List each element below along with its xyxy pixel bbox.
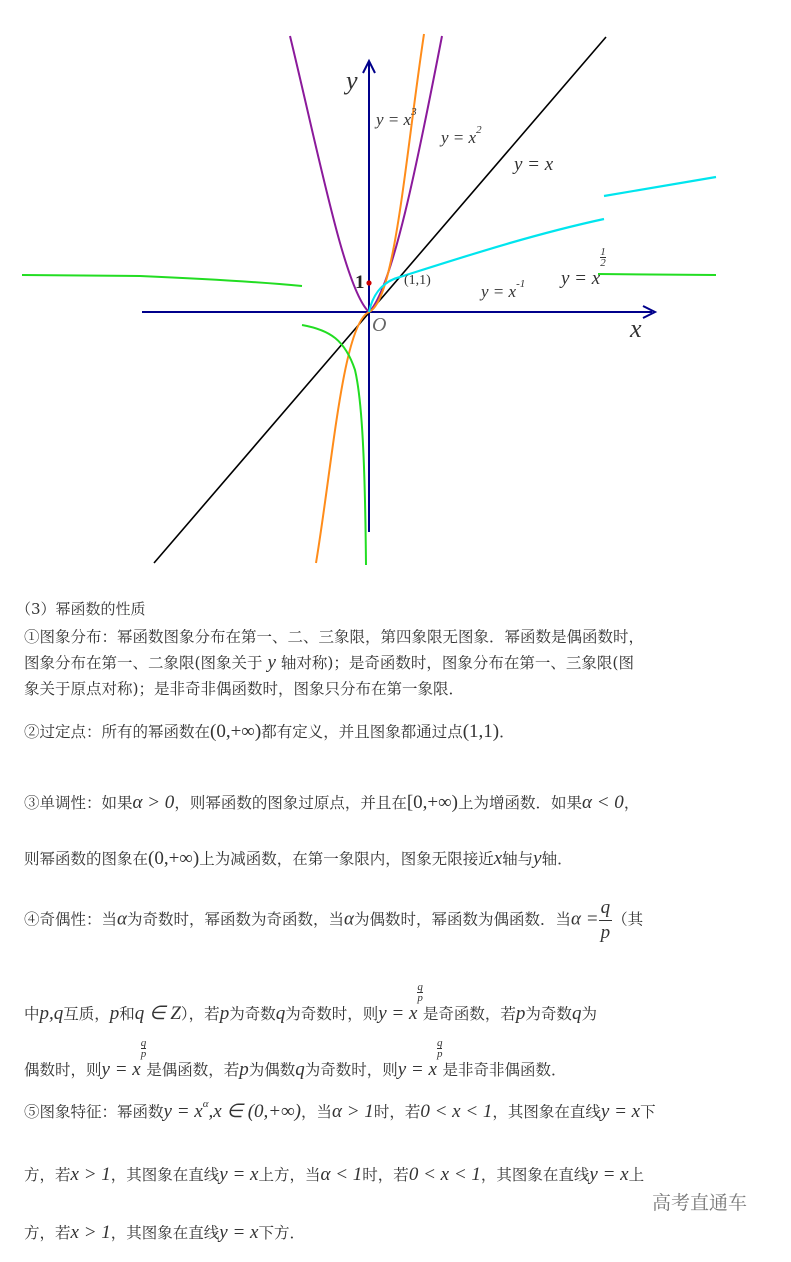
label-inverse: $y = x^{-1}$: [481, 278, 526, 301]
label-x-squared: $y = x^2$: [441, 124, 482, 147]
property-monotonicity: ③单调性：如果α > 0，则幂函数的图象过原点，并且在[0,+∞)上为增函数．如果α < 0， 则幂函数的图象在(0,+∞)上为减函数，在第一象限内，图象无限接近x轴与y轴．: [24, 792, 640, 869]
curve-inverse-upper-left: [22, 275, 302, 286]
origin-label: O: [372, 314, 387, 336]
power-function-graph: [0, 0, 791, 580]
y-tick-one: 1: [355, 272, 365, 293]
y-axis-label: y: [346, 66, 358, 95]
label-x-cubed: $y = x^3$: [376, 106, 417, 129]
label-sqrt: y = x $\frac{1}{2}$: [561, 246, 606, 289]
property-shape: ⑤图象特征：幂函数$y = x^\alpha,x$ ∈ (0,+∞)，当α > 1时，若0 < x < 1，其图象在直线y = x下 方，若x > 1，其图象在直线y = x上方，当α < 1时，若0 < x < 1，其图象在直线y = x上 方，若x > 1，其图象在直线y = x下方．: [24, 1098, 656, 1243]
property-distribution: ①图象分布：幂函数图象分布在第一、二、三象限，第四象限无图象．幂函数是偶函数时， 图象分布在第一、二象限(图象关于 y 轴对称)；是奇函数时，图象分布在第一、三象限(图 象关于原点对称)；是非奇非偶函数时，图象只分布在第一象限．: [24, 628, 645, 698]
label-linear: y = x: [514, 154, 554, 175]
point-label: (1,1): [404, 273, 431, 288]
watermark: 高考直通车: [652, 1192, 748, 1214]
curve-inverse-lower-left: [302, 325, 366, 565]
property-fixed-point: ②过定点：所有的幂函数在(0,+∞)都有定义，并且图象都通过点(1,1)．: [24, 721, 515, 742]
property-parity: ④奇偶性：当α为奇数时，幂函数为奇函数，当α为偶数时，幂函数为偶函数．当α = $\frac{q}{p}$ （其 中p,q互质，p和q ∈ Z），若p为奇数q为奇数时，则y = x $\frac{q}{p}$是奇函数，若p为奇数q为 偶数时，则y = x $\frac{q}{p}$是偶函数，若p为偶数q为奇数时，则y = x $\frac{q}{p}$是非奇非偶函数．: [24, 897, 644, 1080]
unit-point: [366, 280, 371, 285]
section-heading: （3）幂函数的性质: [16, 600, 146, 618]
x-axis-label: x: [630, 314, 642, 343]
graph-canvas: [0, 0, 791, 580]
curve-inverse-right: [598, 274, 716, 275]
curve-sqrt-x-segment: [604, 177, 716, 196]
